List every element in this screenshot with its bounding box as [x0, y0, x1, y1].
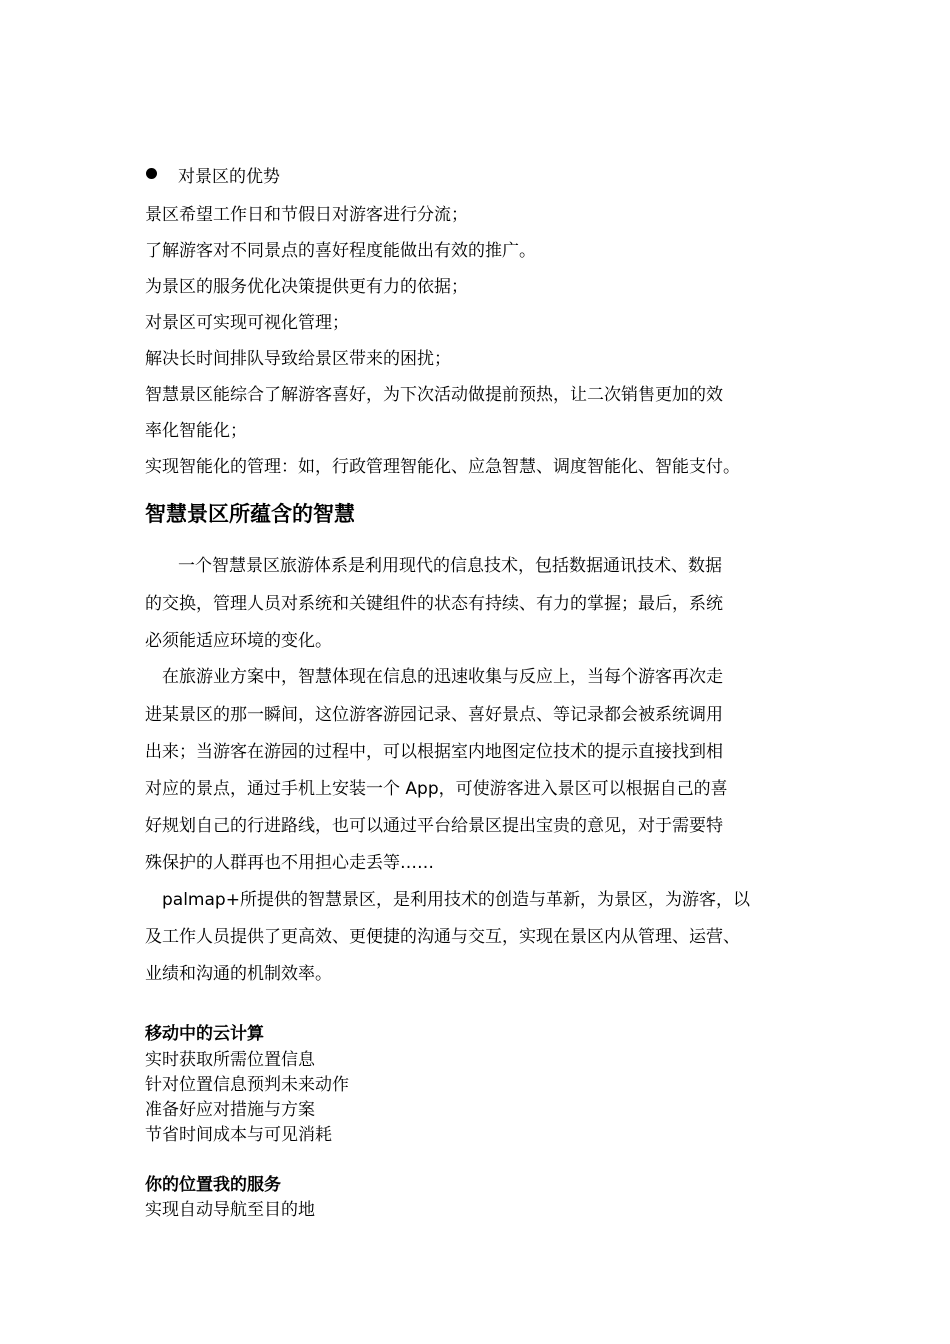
advantages-title: 对景区的优势: [178, 167, 280, 187]
paragraph-line: 在旅游业方案中，智慧体现在信息的迅速收集与反应上，当每个游客再次走: [162, 667, 723, 687]
advantage-line: 率化智能化；: [145, 421, 247, 441]
advantage-line: 对景区可实现可视化管理；: [145, 313, 349, 333]
paragraph-line: 的交换，管理人员对系统和关键组件的状态有持续、有力的掌握；最后，系统: [145, 594, 723, 614]
bullet-dot-icon: [146, 168, 157, 179]
paragraph-line: 对应的景点，通过手机上安装一个 App，可使游客进入景区可以根据自己的喜: [145, 779, 728, 799]
paragraph-line: 业绩和沟通的机制效率。: [145, 964, 332, 984]
advantage-line: 了解游客对不同景点的喜好程度能做出有效的推广。: [145, 241, 536, 261]
cloud-title: 移动中的云计算: [145, 1024, 264, 1044]
paragraph-line: 一个智慧景区旅游体系是利用现代的信息技术，包括数据通讯技术、数据: [178, 556, 722, 576]
advantage-line: 解决长时间排队导致给景区带来的困扰；: [145, 349, 451, 369]
advantage-line: 实现智能化的管理：如，行政管理智能化、应急智慧、调度智能化、智能支付。: [145, 457, 740, 477]
paragraph-line: 殊保护的人群再也不用担心走丢等……: [145, 853, 434, 873]
paragraph-line: 出来；当游客在游园的过程中，可以根据室内地图定位技术的提示直接找到相: [145, 742, 723, 762]
cloud-item: 节省时间成本与可见消耗: [145, 1125, 332, 1145]
paragraph-line: 好规划自己的行进路线，也可以通过平台给景区提出宝贵的意见，对于需要特: [145, 816, 723, 836]
advantage-line: 景区希望工作日和节假日对游客进行分流；: [145, 205, 468, 225]
paragraph-line: palmap+所提供的智慧景区，是利用技术的创造与革新，为景区，为游客，以: [162, 890, 750, 910]
paragraph-line: 必须能适应环境的变化。: [145, 631, 332, 651]
cloud-item: 针对位置信息预判未来动作: [145, 1075, 349, 1095]
cloud-item: 准备好应对措施与方案: [145, 1100, 315, 1120]
section-heading: 智慧景区所蕴含的智慧: [145, 502, 355, 526]
advantage-line: 为景区的服务优化决策提供更有力的依据；: [145, 277, 468, 297]
cloud-item: 实时获取所需位置信息: [145, 1050, 315, 1070]
service-item: 实现自动导航至目的地: [145, 1200, 315, 1220]
paragraph-line: 进某景区的那一瞬间，这位游客游园记录、喜好景点、等记录都会被系统调用: [145, 705, 723, 725]
advantage-line: 智慧景区能综合了解游客喜好，为下次活动做提前预热，让二次销售更加的效: [145, 385, 723, 405]
paragraph-line: 及工作人员提供了更高效、更便捷的沟通与交互，实现在景区内从管理、运营、: [145, 927, 740, 947]
service-title: 你的位置我的服务: [145, 1175, 281, 1195]
